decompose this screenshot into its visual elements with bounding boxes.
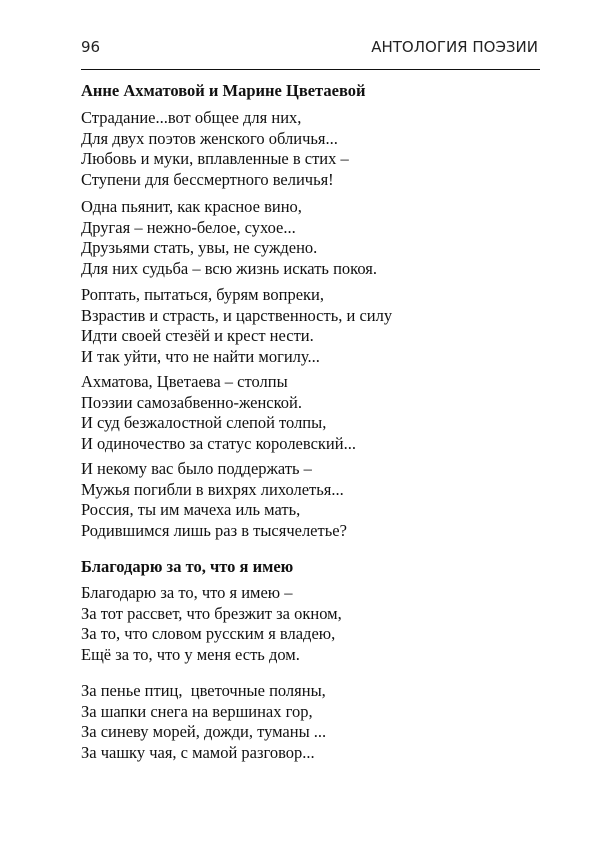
verse-line: Поэзии самозабвенно-женской. [81,392,302,412]
verse-line: За тот рассвет, что брезжит за окном, [81,603,342,623]
verse-line: Для них судьба – всю жизнь искать покоя. [81,258,377,278]
verse-line: За чашку чая, с мамой разговор... [81,742,315,762]
stanza [81,681,326,763]
poem-title: Анне Ахматовой и Марине Цветаевой [81,81,366,100]
verse-line: За то, что словом русским я владею, [81,624,336,643]
stanza [81,459,347,541]
verse-line: Роптать, пытаться, бурям вопреки, [81,285,324,304]
verse-line: Идти своей стезёй и крест нести. [81,326,314,345]
verse-line: Ступени для бессмертного величья! [81,169,334,189]
stanza [81,372,356,454]
verse-line: Одна пьянит, как красное вино, [81,197,302,216]
verse-line: И суд безжалостной слепой толпы, [81,413,327,432]
verse-line: Другая – нежно-белое, сухое... [81,217,296,237]
verse-line: За синеву морей, дожди, туманы ... [81,722,327,741]
verse-line: За шапки снега на вершинах гор, [81,701,313,721]
verse-line: И так уйти, что не найти могилу... [81,346,320,366]
verse-line: Любовь и муки, вплавленные в стих – [81,149,349,168]
header-rule [81,69,540,70]
stanza [81,197,377,279]
verse-line: Ахматова, Цветаева – столпы [81,372,288,391]
verse-line: Мужья погибли в вихрях лихолетья... [81,479,344,499]
verse-line: Друзьями стать, увы, не суждено. [81,238,318,257]
verse-line: Ещё за то, что у меня есть дом. [81,644,300,664]
stanza [81,285,392,367]
verse-line: Благодарю за то, что я имею – [81,583,293,602]
verse-line: За пенье птиц, цветочные поляны, [81,681,326,700]
verse-line: И одиночество за статус королевский... [81,433,356,453]
stanza [81,108,349,190]
verse-line: Страдание...вот общее для них, [81,108,302,127]
running-title: АНТОЛОГИЯ ПОЭЗИИ [371,38,538,56]
stanza [81,583,342,665]
verse-line: И некому вас было поддержать – [81,459,312,478]
poem-title: Благодарю за то, что я имею [81,557,294,576]
verse-line: Взрастив и страсть, и царственность, и силу [81,305,393,325]
page-number: 96 [81,38,101,56]
verse-line: Родившимся лишь раз в тысячелетье? [81,520,347,540]
verse-line: Для двух поэтов женского обличья... [81,128,338,148]
verse-line: Россия, ты им мачеха иль мать, [81,500,301,519]
